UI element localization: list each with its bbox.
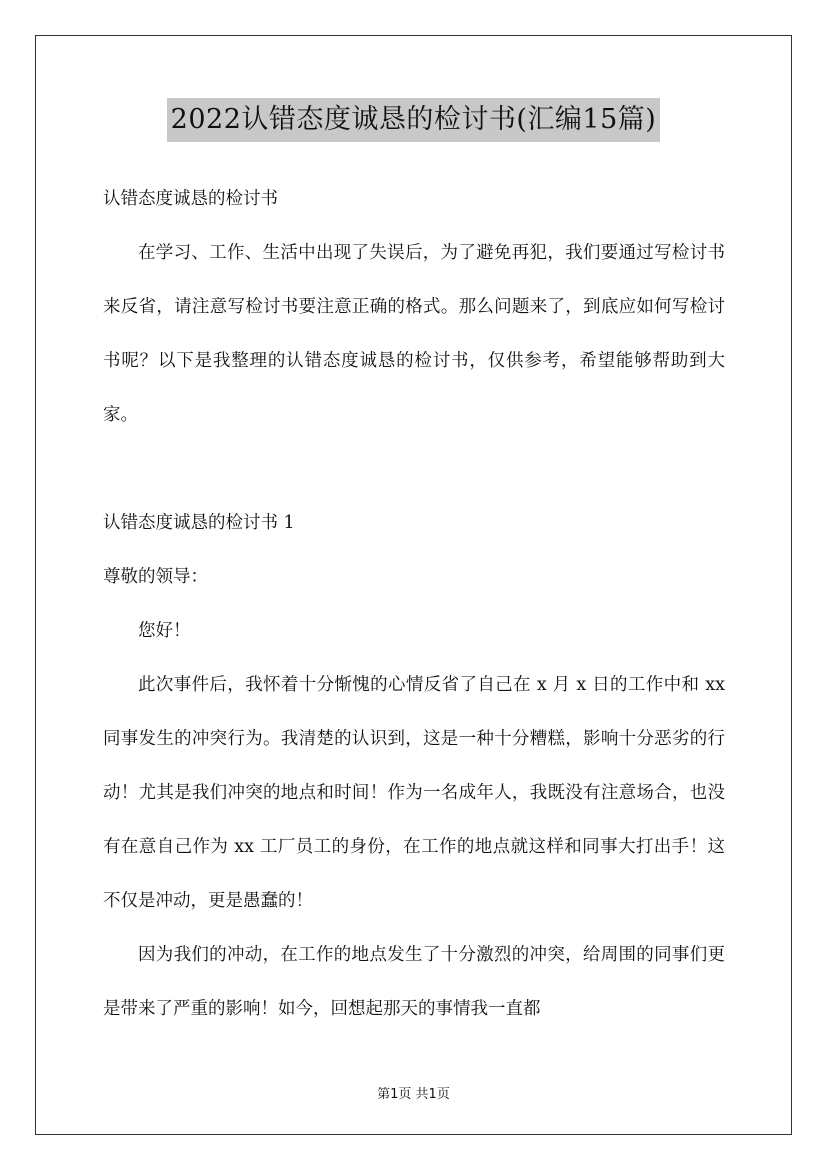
body-paragraph-1: 此次事件后，我怀着十分惭愧的心情反省了自己在 x 月 x 日的工作中和 xx 同事发生的冲突行为。我清楚的认识到，这是一种十分糟糕，影响十分恶劣的行动！尤其是我们冲突的地点和时间！作为一名成年人，我既没有注意场合，也没有在意自己作为 xx 工厂员工的身份，在工作的地点就这样和同事大打出手！这不仅是冲动，更是愚蠢的！	[103, 675, 725, 911]
document-title: 2022认错态度诚恳的检讨书(汇编15篇)	[167, 98, 661, 142]
section-heading: 认错态度诚恳的检讨书 1	[103, 513, 295, 533]
document-body	[103, 172, 725, 1036]
intro-paragraph: 在学习、工作、生活中出现了失误后，为了避免再犯，我们要通过写检讨书来反省，请注意写检讨书要注意正确的格式。那么问题来了，到底应如何写检讨书呢？以下是我整理的认错态度诚恳的检讨书，仅供参考，希望能够帮助到大家。	[103, 243, 725, 425]
greeting: 您好！	[138, 621, 191, 641]
salutation: 尊敬的领导：	[103, 567, 208, 587]
document-subtitle: 认错态度诚恳的检讨书	[103, 189, 278, 209]
page-footer: 第1页 共1页	[377, 1087, 450, 1102]
body-paragraph-2: 因为我们的冲动，在工作的地点发生了十分激烈的冲突，给周围的同事们更是带来了严重的影响！如今，回想起那天的事情我一直都	[103, 945, 725, 1019]
title-container	[0, 98, 827, 142]
